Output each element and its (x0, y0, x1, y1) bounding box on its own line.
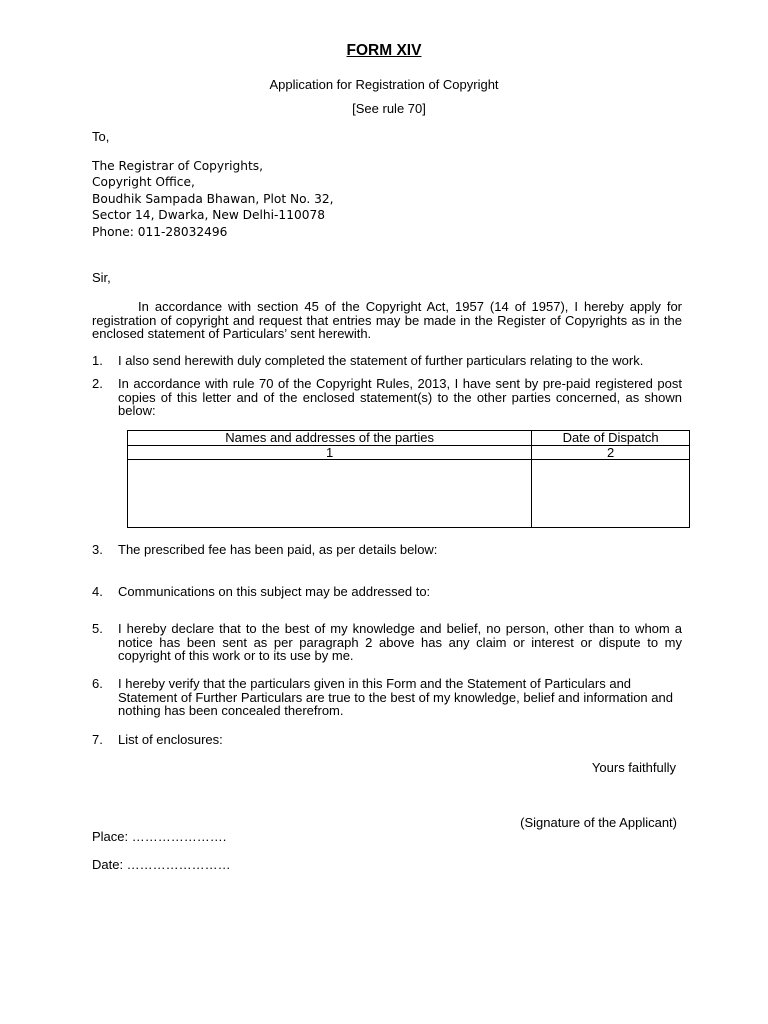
place-field: Place: …………………. (92, 829, 227, 844)
item-text: Communications on this subject may be addressed to: (118, 584, 431, 599)
table-header-row (128, 431, 690, 446)
item-number: 6. (92, 676, 103, 691)
list-item (92, 585, 682, 599)
closing-yours-faithfully: Yours faithfully (591, 760, 676, 775)
form-title: FORM XIV (346, 42, 422, 59)
item-number: 1. (92, 353, 103, 368)
registrar-address (92, 158, 333, 240)
signature-label: (Signature of the Applicant) (520, 815, 677, 830)
salutation-sir: Sir, (92, 270, 111, 285)
salutation-to: To, (92, 129, 110, 144)
list-item (92, 543, 682, 557)
list-item (92, 733, 682, 747)
table-cell-names[interactable] (128, 460, 532, 528)
item-number: 4. (92, 584, 103, 599)
list-item (92, 622, 682, 663)
table-number-cell: 1 (128, 446, 532, 460)
table-row (128, 460, 690, 528)
table-header-cell: Date of Dispatch (532, 431, 690, 446)
item-number: 3. (92, 542, 103, 557)
table-header-cell: Names and addresses of the parties (128, 431, 532, 446)
intro-paragraph (92, 300, 682, 341)
rule-reference: [See rule 70] (352, 101, 426, 116)
table-number-cell: 2 (532, 446, 690, 460)
date-field: Date: …………………… (92, 857, 231, 872)
item-text: I hereby declare that to the best of my knowledge and belief, no person, other than to whom a notice has been sent as per paragraph 2 above has any claim or interest or dispute to my copyright of this work or to its use by me. (118, 621, 682, 663)
address-line: Sector 14, Dwarka, New Delhi-110078 (92, 208, 325, 223)
item-text: List of enclosures: (118, 732, 223, 747)
item-number: 2. (92, 376, 103, 391)
address-line: Boudhik Sampada Bhawan, Plot No. 32, (92, 191, 334, 206)
table-number-row (128, 446, 690, 460)
item-text: I hereby verify that the particulars given in this Form and the Statement of Particulars and Statement of Further Particulars are true to the best of my knowledge, belief and information and nothing has been concealed therefrom. (118, 676, 673, 718)
list-item (92, 677, 682, 718)
list-item (92, 377, 682, 418)
parties-table (127, 430, 690, 528)
table-cell-date[interactable] (532, 460, 690, 528)
address-line: The Registrar of Copyrights, (92, 159, 263, 173)
item-text: In accordance with rule 70 of the Copyright Rules, 2013, I have sent by pre-paid registered post copies of this letter and of the enclosed statement(s) to the other parties concerned, as shown below: (118, 376, 682, 418)
item-text: I also send herewith duly completed the statement of further particulars relating to the work. (118, 353, 644, 368)
item-text: The prescribed fee has been paid, as per details below: (118, 542, 438, 557)
address-line: Phone: 011-28032496 (92, 224, 228, 239)
item-number: 7. (92, 732, 103, 747)
intro-paragraph-text: In accordance with section 45 of the Copyright Act, 1957 (14 of 1957), I hereby apply for registration of copyright and request that entries may be made in the Register of Copyrights as in the enclosed statement of Particulars’ sent herewith. (92, 299, 682, 341)
form-subtitle: Application for Registration of Copyright (269, 77, 499, 92)
address-line: Copyright Office, (92, 175, 195, 190)
list-item (92, 354, 682, 368)
item-number: 5. (92, 621, 103, 636)
